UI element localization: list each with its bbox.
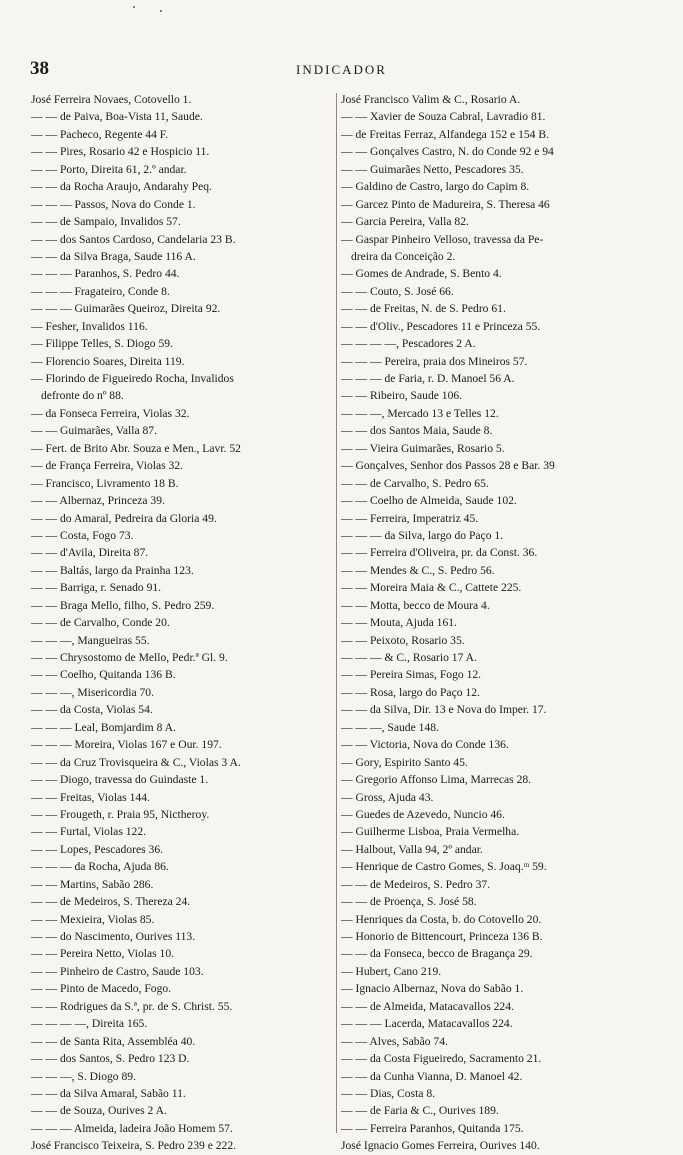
directory-entry: — — da Costa Figueiredo, Sacramento 21. bbox=[341, 1052, 542, 1066]
right-column bbox=[341, 91, 659, 1155]
directory-entry: — — Barriga, r. Senado 91. bbox=[31, 581, 162, 595]
directory-entry: José Ignacio Gomes Ferreira, Ourives 140. bbox=[341, 1139, 540, 1153]
directory-entry: — — Coelho, Quitanda 136 B. bbox=[31, 668, 176, 682]
directory-entry: — — — da Silva, largo do Paço 1. bbox=[341, 528, 504, 542]
directory-entry: — — — Almeida, ladeira João Homem 57. bbox=[31, 1121, 233, 1135]
directory-entry: — de Freitas Ferraz, Alfandega 152 e 154 B. bbox=[341, 127, 549, 141]
directory-entry: — — de Proença, S. José 58. bbox=[341, 895, 477, 909]
directory-entry: — — —, Mercado 13 e Telles 12. bbox=[341, 406, 499, 420]
directory-entry: — — Vieira Guimarães, Rosario 5. bbox=[341, 441, 505, 455]
directory-entry: — — Pacheco, Regente 44 F. bbox=[31, 127, 169, 141]
directory-entry: — — — de Faria, r. D. Manoel 56 A. bbox=[341, 372, 515, 385]
directory-entry: — — Motta, becco de Moura 4. bbox=[341, 598, 490, 612]
directory-entry: defronte do nº 88. bbox=[41, 389, 124, 403]
directory-entry: — — de Freitas, N. de S. Pedro 61. bbox=[341, 302, 506, 316]
directory-entry: — — Xavier de Souza Cabral, Lavradio 81. bbox=[341, 110, 546, 124]
directory-entry: — — Pereira Netto, Violas 10. bbox=[31, 947, 175, 961]
directory-entry: — — Ferreira d'Oliveira, pr. da Const. 36. bbox=[341, 546, 538, 560]
directory-entry: — — Ferreira Paranhos, Quitanda 175. bbox=[341, 1121, 524, 1135]
directory-entry: — — — Paranhos, S. Pedro 44. bbox=[31, 267, 180, 281]
directory-entry: — Francisco, Livramento 18 B. bbox=[31, 476, 179, 490]
directory-entry: — Gory, Espirito Santo 45. bbox=[341, 755, 468, 769]
directory-entry: — — Costa, Fogo 73. bbox=[31, 528, 134, 542]
directory-entry: — — d'Oliv., Pescadores 11 e Princeza 55. bbox=[341, 319, 541, 333]
directory-entry: — — Mexieira, Violas 85. bbox=[31, 912, 155, 926]
directory-entry: — — — —, Pescadores 2 A. bbox=[341, 337, 476, 351]
directory-entry: — — da Silva Amaral, Sabão 11. bbox=[31, 1086, 186, 1100]
directory-entry: — — —, Saude 148. bbox=[341, 720, 439, 734]
directory-entry: — da Fonseca Ferreira, Violas 32. bbox=[31, 406, 190, 420]
directory-entry: — — da Fonseca, becco de Bragança 29. bbox=[341, 947, 533, 961]
directory-entry: — — Alves, Sabão 74. bbox=[341, 1034, 448, 1048]
directory-entry: — — Albernaz, Princeza 39. bbox=[31, 494, 165, 508]
directory-entry: — — de Souza, Ourives 2 A. bbox=[31, 1104, 167, 1118]
directory-entry: — Hubert, Cano 219. bbox=[341, 964, 442, 978]
directory-entry: — Henrique de Castro Gomes, S. Joaq.ᵐ 59. bbox=[341, 860, 547, 874]
directory-entry: — — Pires, Rosario 42 e Hospicio 11. bbox=[31, 145, 210, 159]
directory-entry: — — — Moreira, Violas 167 e Our. 197. bbox=[31, 738, 222, 752]
directory-entry: — — da Cunha Vianna, D. Manoel 42. bbox=[341, 1069, 523, 1083]
directory-entry: — — — Fragateiro, Conde 8. bbox=[31, 284, 170, 298]
directory-entry: — Guedes de Azevedo, Nuncio 46. bbox=[341, 807, 505, 821]
left-column bbox=[31, 91, 351, 1155]
directory-entry: — — Chrysostomo de Mello, Pedr.ª Gl. 9. bbox=[31, 651, 228, 664]
directory-entry: — — — Lacerda, Matacavallos 224. bbox=[341, 1017, 513, 1031]
directory-entry: — Fesher, Invalidos 116. bbox=[31, 319, 148, 333]
directory-entry: — — dos Santos, S. Pedro 123 D. bbox=[31, 1052, 190, 1066]
directory-entry: — Garcia Pereira, Valla 82. bbox=[341, 215, 469, 229]
directory-entry: — — —, Mangueiras 55. bbox=[31, 633, 150, 647]
directory-entry: — — do Nascimento, Ourives 113. bbox=[31, 930, 196, 943]
directory-entry: — — Rosa, largo do Paço 12. bbox=[341, 685, 480, 699]
directory-entry: — — da Silva Braga, Saude 116 A. bbox=[31, 249, 196, 263]
directory-entry: José Ferreira Novaes, Cotovello 1. bbox=[31, 93, 192, 106]
directory-entry: — Ignacio Albernaz, Nova do Sabão 1. bbox=[341, 982, 524, 996]
directory-entry: — Honorio de Bittencourt, Princeza 136 B. bbox=[341, 930, 543, 943]
directory-entry: — — d'Avila, Direita 87. bbox=[31, 546, 149, 560]
directory-entry: José Francisco Valim & C., Rosario A. bbox=[341, 93, 521, 106]
directory-entry: — — Baltás, largo da Prainha 123. bbox=[31, 563, 194, 577]
directory-entry: — Henriques da Costa, b. do Cotovello 20. bbox=[341, 912, 542, 926]
directory-entry: — — Pinheiro de Castro, Saude 103. bbox=[31, 964, 204, 978]
directory-entry: — — da Rocha Araujo, Andarahy Peq. bbox=[31, 180, 212, 194]
directory-entry: — — Dias, Costa 8. bbox=[341, 1086, 436, 1100]
directory-entry: — Filippe Telles, S. Diogo 59. bbox=[31, 337, 173, 351]
directory-entry: — Fert. de Brito Abr. Souza e Men., Lavr. 52 bbox=[31, 441, 241, 455]
directory-entry: — — Pinto de Macedo, Fogo. bbox=[31, 982, 172, 996]
directory-entry: — — Furtal, Violas 122. bbox=[31, 825, 147, 839]
directory-entry: — Gomes de Andrade, S. Bento 4. bbox=[341, 267, 502, 281]
directory-entry: — — Guimarães Netto, Pescadores 35. bbox=[341, 162, 524, 176]
directory-entry: — Gaspar Pinheiro Velloso, travessa da Pe- bbox=[341, 232, 544, 246]
directory-entry: — Garcez Pinto de Madureira, S. Theresa 46 bbox=[341, 197, 550, 211]
column-divider bbox=[336, 93, 337, 1133]
directory-entry: — — Martins, Sabão 286. bbox=[31, 877, 154, 891]
directory-entry: — — Mouta, Ajuda 161. bbox=[341, 616, 457, 630]
directory-entry: — — Coelho de Almeida, Saude 102. bbox=[341, 494, 517, 508]
directory-entry: — — Porto, Direita 61, 2.º andar. bbox=[31, 162, 187, 176]
directory-entry: — — dos Santos Maia, Saude 8. bbox=[341, 424, 493, 438]
ink-speck bbox=[160, 10, 162, 12]
directory-entry: — — de Paiva, Boa-Vista 11, Saude. bbox=[31, 110, 203, 124]
directory-entry: — — Victoria, Nova do Conde 136. bbox=[341, 738, 509, 752]
directory-entry: — de França Ferreira, Violas 32. bbox=[31, 459, 184, 473]
directory-entry: — Florindo de Figueiredo Rocha, Invalidos bbox=[31, 372, 234, 385]
directory-entry: — — Peixoto, Rosario 35. bbox=[341, 633, 465, 647]
directory-entry: José Francisco Teixeira, S. Pedro 239 e 222. bbox=[31, 1139, 237, 1153]
directory-entry: — — Rodrigues da S.ª, pr. de S. Christ. 55. bbox=[31, 999, 233, 1013]
directory-entry: — — Ferreira, Imperatriz 45. bbox=[341, 511, 479, 525]
directory-entry: — — — Leal, Bomjardim 8 A. bbox=[31, 720, 176, 734]
directory-entry: — — de Santa Rita, Assembléa 40. bbox=[31, 1034, 196, 1048]
page-number: 38 bbox=[30, 58, 49, 79]
directory-entry: — — — Passos, Nova do Conde 1. bbox=[31, 197, 196, 211]
ink-speck bbox=[133, 6, 135, 8]
directory-entry: — Galdino de Castro, largo do Capim 8. bbox=[341, 180, 530, 194]
directory-entry: — Guilherme Lisboa, Praia Vermelha. bbox=[341, 825, 520, 839]
directory-entry: — — do Amaral, Pedreira da Gloria 49. bbox=[31, 511, 217, 525]
directory-entry: — Gonçalves, Senhor dos Passos 28 e Bar. 39 bbox=[341, 459, 555, 473]
directory-entry: — — Pereira Simas, Fogo 12. bbox=[341, 668, 482, 682]
directory-entry: — — Braga Mello, filho, S. Pedro 259. bbox=[31, 598, 215, 612]
directory-entry: — — Couto, S. José 66. bbox=[341, 284, 454, 298]
directory-entry: — — Moreira Maia & C., Cattete 225. bbox=[341, 581, 522, 595]
directory-entry: — — — da Rocha, Ajuda 86. bbox=[31, 860, 169, 874]
directory-entry: — Gross, Ajuda 43. bbox=[341, 790, 434, 804]
directory-entry: — — Mendes & C., S. Pedro 56. bbox=[341, 563, 495, 577]
directory-entry: — — da Cruz Trovisqueira & C., Violas 3 A. bbox=[31, 755, 241, 769]
directory-entry: — — Guimarães, Valla 87. bbox=[31, 424, 158, 438]
running-title: INDICADOR bbox=[296, 62, 387, 77]
directory-entry: — — Freitas, Violas 144. bbox=[31, 790, 150, 804]
directory-entry: — — — Pereira, praia dos Mineiros 57. bbox=[341, 354, 528, 368]
page-header bbox=[0, 58, 683, 82]
directory-entry: — — da Silva, Dir. 13 e Nova do Imper. 17. bbox=[341, 703, 547, 717]
directory-entry: — Florencio Soares, Direita 119. bbox=[31, 354, 185, 368]
directory-entry: — — Diogo, travessa do Guindaste 1. bbox=[31, 773, 209, 787]
directory-entry: — — — Guimarães Queiroz, Direita 92. bbox=[31, 302, 221, 316]
directory-entry: — — de Faria & C., Ourives 189. bbox=[341, 1104, 499, 1118]
directory-entry: — — de Medeiros, S. Pedro 37. bbox=[341, 877, 491, 891]
directory-entry: — — — —, Direita 165. bbox=[31, 1017, 148, 1031]
directory-entry: — — Lopes, Pescadores 36. bbox=[31, 842, 164, 856]
directory-entry: — — —, S. Diogo 89. bbox=[31, 1069, 136, 1083]
directory-entry: — — dos Santos Cardoso, Candelaria 23 B. bbox=[31, 232, 236, 246]
directory-entry: — — da Costa, Violas 54. bbox=[31, 703, 153, 717]
directory-entry: dreira da Conceição 2. bbox=[351, 249, 456, 263]
directory-entry: — — de Medeiros, S. Thereza 24. bbox=[31, 895, 191, 909]
directory-entry: — — —, Misericordia 70. bbox=[31, 685, 155, 699]
directory-entry: — — Ribeiro, Saude 106. bbox=[341, 389, 463, 403]
directory-entry: — — de Almeida, Matacavallos 224. bbox=[341, 999, 514, 1013]
directory-entry: — — Gonçalves Castro, N. do Conde 92 e 94 bbox=[341, 145, 554, 159]
directory-entry: — — Frougeth, r. Praia 95, Nictheroy. bbox=[31, 807, 210, 821]
directory-entry: — — de Sampaio, Invalidos 57. bbox=[31, 215, 181, 229]
directory-entry: — — de Carvalho, S. Pedro 65. bbox=[341, 476, 489, 490]
directory-entry: — — — & C., Rosario 17 A. bbox=[341, 651, 477, 664]
directory-entry: — — de Carvalho, Conde 20. bbox=[31, 616, 170, 630]
directory-entry: — Gregorio Affonso Lima, Marrecas 28. bbox=[341, 773, 532, 787]
directory-entry: — Halbout, Valla 94, 2º andar. bbox=[341, 842, 483, 856]
